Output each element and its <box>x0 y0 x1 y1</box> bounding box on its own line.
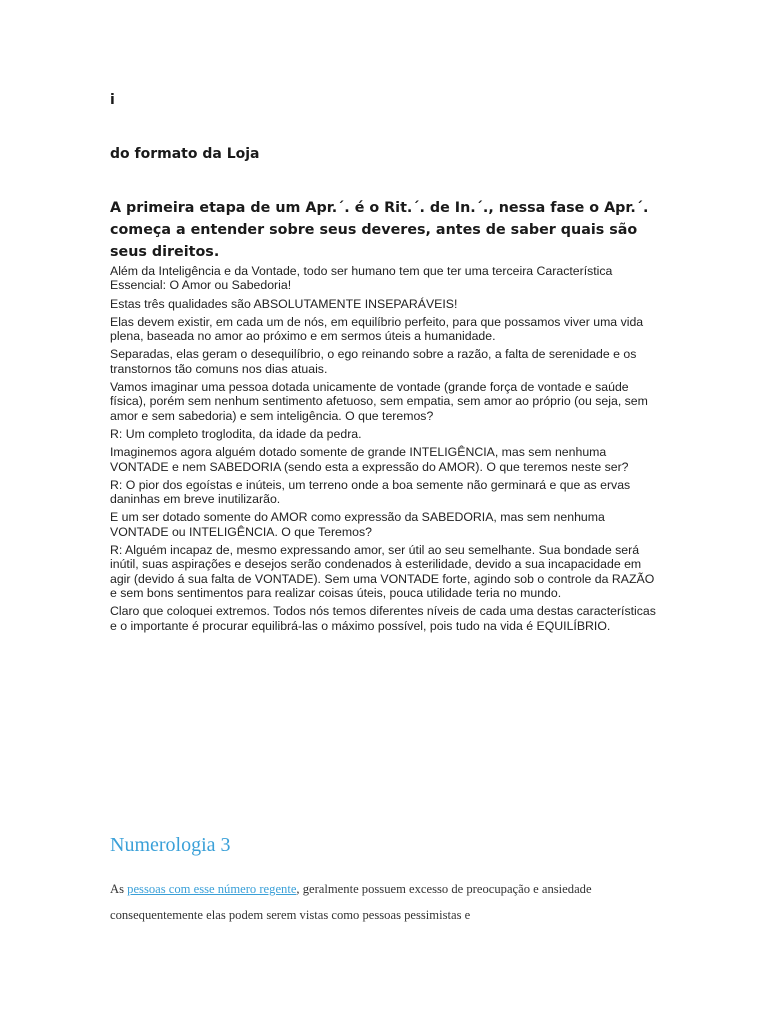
paragraph: Elas devem existir, em cada um de nós, em equilíbrio perfeito, para que possamos viver uma vida plena, baseada no amor ao próximo e em sermos úteis a humanidade. <box>110 314 644 344</box>
paragraph: Separadas, elas geram o desequilíbrio, o ego reinando sobre a razão, a falta de serenidade e os transtornos tão comuns nos dias atuais. <box>110 347 637 376</box>
paragraph: Vamos imaginar uma pessoa dotada unicamente de vontade (grande força de vontade e saúde física), porém sem nenhum sentimento afetuoso, sem empatia, sem amor ao próprio (ou seja, sem amor e sem sabedoria) e sem inteligência. O que teremos? <box>110 380 648 423</box>
paragraph: R: Um completo troglodita, da idade da pedra. <box>110 426 362 441</box>
body-text <box>110 264 660 637</box>
paragraph: R: O pior dos egoístas e inúteis, um terreno onde a boa semente não germinará e que as ervas daninhas em breve inutilizarão. <box>110 477 631 507</box>
heading-i: i <box>110 92 115 108</box>
lead-paragraph: A primeira etapa de um Apr.´. é o Rit.´. de In.´., nessa fase o Apr.´. começa a entender sobre seus deveres, antes de saber quais são seus direitos. <box>110 200 649 260</box>
subheading: do formato da Loja <box>110 146 260 162</box>
section-suffix: , geralmente possuem excesso de preocupação e ansiedade consequentemente elas podem serem vistas como pessoas pessimistas e <box>110 882 592 922</box>
paragraph: R: Alguém incapaz de, mesmo expressando amor, ser útil ao seu semelhante. Sua bondade será inútil, suas aspirações e desejos serão condenados à esterilidade, devido a sua incapacidade em agir (devido á sua falta de VONTADE). Sem uma VONTADE forte, agindo sob o controle da RAZÃO e sem bons sentimentos para realizar coisas úteis, pouca utilidade teria no mundo. <box>110 543 655 600</box>
section-paragraph <box>110 876 650 928</box>
regent-number-link[interactable]: pessoas com esse número regente <box>127 882 297 896</box>
paragraph: Imaginemos agora alguém dotado somente de grande INTELIGÊNCIA, mas sem nenhuma VONTADE e nem SABEDORIA (sendo esta a expressão do AMOR). O que teremos neste ser? <box>110 445 629 474</box>
paragraph: Claro que coloquei extremos. Todos nós temos diferentes níveis de cada uma destas características e o importante é procurar equilibrá-las o máximo possível, pois tudo na vida é EQUILÍBRIO. <box>110 604 656 633</box>
paragraph: Além da Inteligência e da Vontade, todo ser humano tem que ter uma terceira Característica Essencial: O Amor ou Sabedoria! <box>110 264 613 293</box>
paragraph: E um ser dotado somente do AMOR como expressão da SABEDORIA, mas sem nenhuma VONTADE ou INTELIGÊNCIA. O que Teremos? <box>110 510 605 539</box>
section-title: Numerologia 3 <box>110 834 231 856</box>
section-prefix: As <box>110 882 128 896</box>
paragraph: Estas três qualidades são ABSOLUTAMENTE INSEPARÁVEIS! <box>110 296 458 311</box>
